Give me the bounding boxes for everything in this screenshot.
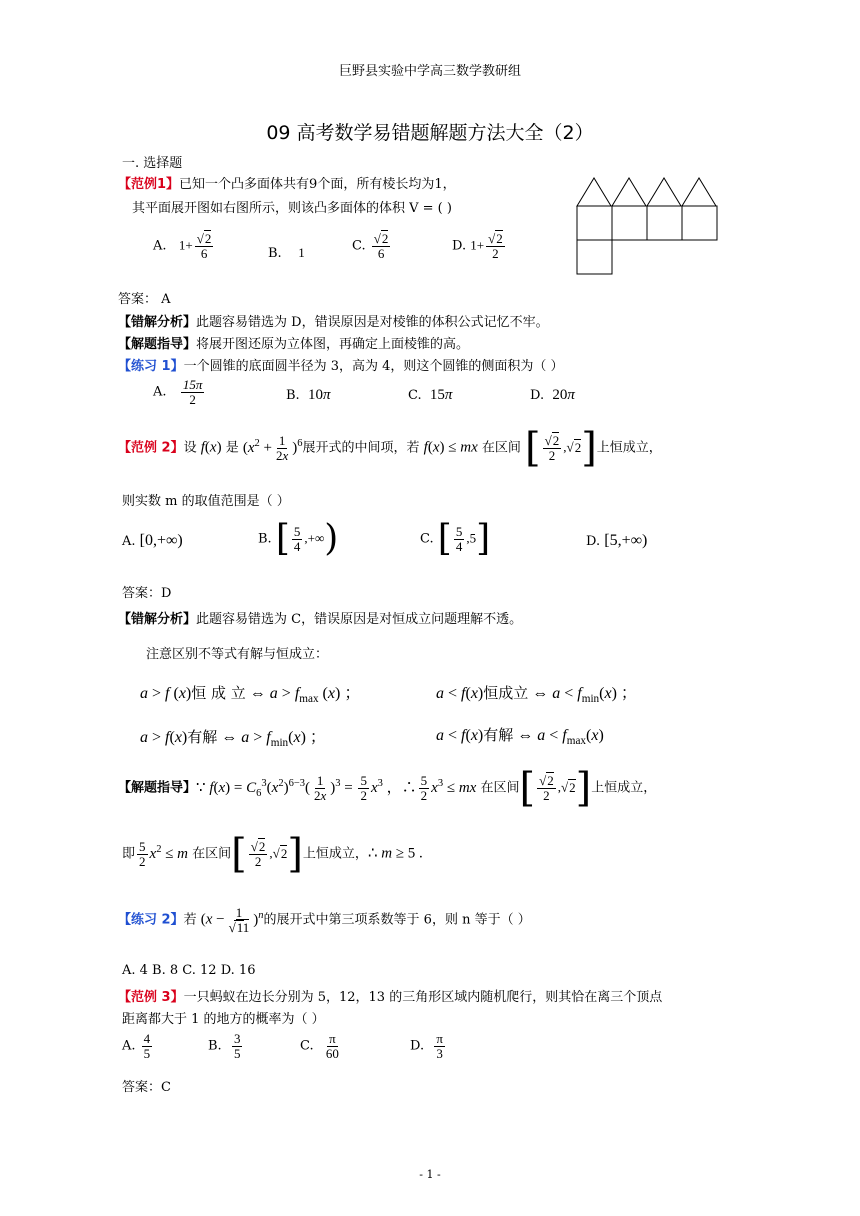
- practice-1-option-d: D. 20π: [530, 387, 575, 403]
- example-1-line1: [118, 173, 456, 192]
- section-heading: 一. 选择题: [122, 156, 183, 171]
- example-1-option-d: D. 1+ $\frac{√2}{2}$: [452, 231, 503, 261]
- example-1-answer: 答案： A: [118, 292, 171, 307]
- example-1-line2: 其平面展开图如右图所示，则该凸多面体的体积 V = ( ): [132, 201, 452, 216]
- example-2-option-b: B. [ $\frac{5}{4}$ ,+∞): [258, 518, 339, 559]
- example-2-line1: 【范例 2】设 f(x) 是 ($x^2$ + $\frac{1}{2x}$ )$^6$展开式的中间项，若 f(x) ≤ mx 在区间 [ $\frac{√2}{2}$ ,√2]上恒成立，: [118, 425, 662, 471]
- equivalence-row-1a: a > f (x)恒 成 立 ⇔ $a > f_{max}$ (x) ；: [140, 684, 361, 706]
- equivalence-row-2a: a > f(x)有解 ⇔ $a > f_{min}(x)$ ；: [140, 728, 326, 750]
- example-1-analysis: 【错解分析】此题容易错选为 D，错误原因是对棱锥的体积公式记忆不牢。: [118, 315, 549, 330]
- page-number: - 1 -: [419, 1168, 441, 1181]
- example-2-option-c: C. [ $\frac{5}{4}$ ,5]: [420, 518, 491, 559]
- example-2-note: 注意区别不等式有解与恒成立：: [146, 647, 329, 662]
- example-1-option-a: A. 1+ $\frac{√2}{6}$: [153, 231, 212, 261]
- example-2-option-a: A. [0,+∞): [122, 532, 183, 549]
- example-2-guide-line1: 【解题指导】∵ $f(x) = C_6^3(x^2)^{6-3}$( $\frac{1}{2x}$ )$^3$ = $\frac{5}{2}$ $x^3$ ，∴ $\frac{5}{2}$ $x^3$ ≤ mx 在区间[ $\frac{√2}{2}$ ,√2]上恒成立，: [118, 765, 657, 811]
- example-3-option-b: B. $\frac{3}{5}$: [208, 1031, 241, 1061]
- practice-2: 【练习 2】若 (x − $\frac{1}{√11}$ )$^n$的展开式中第三项系数等于 6，则 n 等于（ ）: [118, 905, 531, 935]
- practice-1: 【练习 1】一个圆锥的底面圆半径为 3，高为 4，则这个圆锥的侧面积为（ ）: [118, 359, 564, 374]
- example-3-option-a: A. $\frac{4}{5}$: [122, 1031, 151, 1061]
- practice-1-option-c: C. 15π: [408, 387, 453, 403]
- example-1-guide: 【解题指导】将展开图还原为立体图，再确定上面棱锥的高。: [118, 337, 470, 352]
- example-3-option-d: D. $\frac{\pi}{3}$: [410, 1031, 443, 1061]
- example-3-line1: 【范例 3】一只蚂蚁在边长分别为 5，12，13 的三角形区域内随机爬行，则其恰在离三个顶点: [118, 990, 663, 1005]
- example-3-option-c: C. $\frac{\pi}{60}$: [300, 1031, 339, 1061]
- example-3-line2: 距离都大于 1 的地方的概率为（ ）: [122, 1012, 325, 1027]
- example-3-answer: 答案：C: [122, 1080, 171, 1095]
- example-1-tag: 【范例1】: [118, 177, 180, 192]
- page-title: 09 高考数学易错题解题方法大全（2）: [266, 122, 594, 144]
- example-2-answer: 答案：D: [122, 586, 172, 601]
- practice-2-options: A. 4 B. 8 C. 12 D. 16: [122, 963, 256, 978]
- example-1-option-c: C. $\frac{√2}{6}$: [352, 231, 389, 261]
- practice-1-option-a: A. $\frac{15\pi}{2}$: [153, 377, 203, 407]
- practice-1-option-b: B. 10π: [286, 387, 331, 403]
- example-1-option-b: B. 1: [268, 245, 305, 261]
- example-2-guide-line2: 即 $\frac{5}{2}$ $x^2 \le m$ 在区间[ $\frac{√2}{2}$ ,√2]上恒成立，∴ m ≥ 5 .: [122, 831, 423, 877]
- equivalence-row-2b: a < f(x)有解 ⇔ $a < f_{max}(x)$: [436, 726, 604, 748]
- polyhedron-net-figure: [574, 176, 724, 278]
- equivalence-row-1b: a < f(x)恒成立 ⇔ $a < f_{min}(x)$ ；: [436, 684, 637, 706]
- example-1-text: 已知一个凸多面体共有9个面，所有棱长均为1，: [179, 177, 456, 192]
- example-2-line2: 则实数 m 的取值范围是（ ）: [122, 494, 290, 509]
- page-header: 巨野县实验中学高三数学教研组: [338, 64, 521, 79]
- example-2-option-d: D. [5,+∞): [586, 532, 648, 549]
- example-2-analysis: 【错解分析】此题容易错选为 C，错误原因是对恒成立问题理解不透。: [118, 612, 523, 627]
